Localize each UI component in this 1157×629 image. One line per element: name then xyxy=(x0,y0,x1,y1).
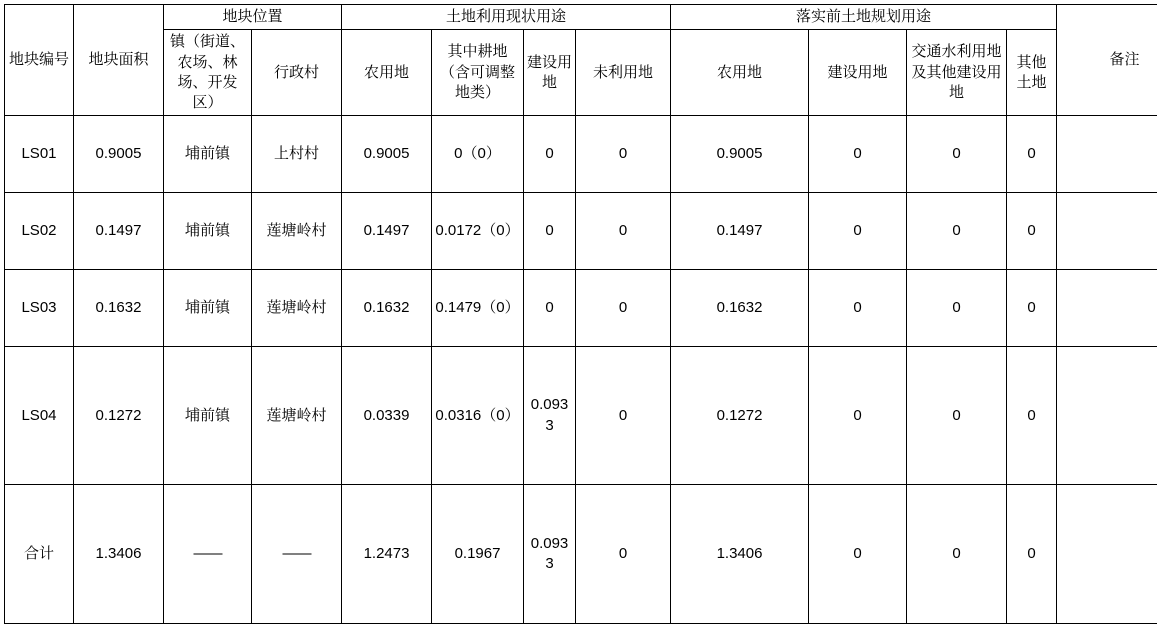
cell-plan-construction: 0 xyxy=(809,193,907,270)
cell-plan-transport-water: 0 xyxy=(907,116,1007,193)
table-body xyxy=(5,116,1157,624)
cell-plan-agri: 0.1272 xyxy=(671,346,809,485)
cell-agri-land: 0.1632 xyxy=(342,270,432,347)
cell-plan-transport-water: 0 xyxy=(907,193,1007,270)
header-unused: 未利用地 xyxy=(576,30,671,116)
cell-construction: 0 xyxy=(524,193,576,270)
cell-plan-other: 0 xyxy=(1007,116,1057,193)
cell-cultivated: 0（0） xyxy=(432,116,524,193)
land-plot-table xyxy=(4,4,1157,624)
cell-total-village: —— xyxy=(252,485,342,624)
cell-town: 埔前镇 xyxy=(164,116,252,193)
table-row xyxy=(5,270,1157,347)
header-plan-other: 其他土地 xyxy=(1007,30,1057,116)
header-plan-construction: 建设用地 xyxy=(809,30,907,116)
cell-total-plan-other: 0 xyxy=(1007,485,1057,624)
cell-cultivated: 0.0172（0） xyxy=(432,193,524,270)
cell-village: 莲塘岭村 xyxy=(252,193,342,270)
cell-plot-no: LS03 xyxy=(5,270,74,347)
cell-construction: 0 xyxy=(524,116,576,193)
cell-village: 上村村 xyxy=(252,116,342,193)
cell-unused: 0 xyxy=(576,193,671,270)
cell-total-unused: 0 xyxy=(576,485,671,624)
header-town: 镇（街道、农场、林场、开发区） xyxy=(164,30,252,116)
cell-remark xyxy=(1057,193,1157,270)
cell-plot-no: LS01 xyxy=(5,116,74,193)
header-cultivated: 其中耕地（含可调整地类） xyxy=(432,30,524,116)
cell-agri-land: 0.1497 xyxy=(342,193,432,270)
table-row xyxy=(5,116,1157,193)
cell-plan-agri: 0.1497 xyxy=(671,193,809,270)
cell-total-town: —— xyxy=(164,485,252,624)
header-plot-no: 地块编号 xyxy=(5,5,74,116)
cell-total-plan-construction: 0 xyxy=(809,485,907,624)
cell-unused: 0 xyxy=(576,116,671,193)
cell-plot-area: 0.1632 xyxy=(74,270,164,347)
cell-plan-construction: 0 xyxy=(809,116,907,193)
header-row-2 xyxy=(5,30,1157,116)
cell-total-plot-area: 1.3406 xyxy=(74,485,164,624)
cell-plan-agri: 0.1632 xyxy=(671,270,809,347)
table-row xyxy=(5,193,1157,270)
cell-unused: 0 xyxy=(576,270,671,347)
cell-remark xyxy=(1057,270,1157,347)
cell-plot-area: 0.1497 xyxy=(74,193,164,270)
cell-plan-construction: 0 xyxy=(809,346,907,485)
cell-plan-transport-water: 0 xyxy=(907,270,1007,347)
cell-plan-agri: 0.9005 xyxy=(671,116,809,193)
table-row xyxy=(5,346,1157,485)
cell-construction: 0.0933 xyxy=(524,346,576,485)
header-row-1 xyxy=(5,5,1157,30)
cell-plot-area: 0.9005 xyxy=(74,116,164,193)
cell-total-cultivated: 0.1967 xyxy=(432,485,524,624)
cell-plan-transport-water: 0 xyxy=(907,346,1007,485)
table-total-row xyxy=(5,485,1157,624)
header-construction: 建设用地 xyxy=(524,30,576,116)
header-remark: 备注 xyxy=(1057,5,1157,116)
cell-town: 埔前镇 xyxy=(164,346,252,485)
cell-total-plan-transport-water: 0 xyxy=(907,485,1007,624)
cell-village: 莲塘岭村 xyxy=(252,270,342,347)
cell-cultivated: 0.1479（0） xyxy=(432,270,524,347)
header-plot-location: 地块位置 xyxy=(164,5,342,30)
cell-agri-land: 0.0339 xyxy=(342,346,432,485)
header-pre-plan-use: 落实前土地规划用途 xyxy=(671,5,1057,30)
table-header xyxy=(5,5,1157,116)
cell-remark xyxy=(1057,116,1157,193)
cell-plot-no: LS02 xyxy=(5,193,74,270)
cell-total-plan-agri: 1.3406 xyxy=(671,485,809,624)
cell-plan-other: 0 xyxy=(1007,270,1057,347)
cell-plan-other: 0 xyxy=(1007,346,1057,485)
cell-construction: 0 xyxy=(524,270,576,347)
cell-town: 埔前镇 xyxy=(164,193,252,270)
header-plot-area: 地块面积 xyxy=(74,5,164,116)
cell-remark xyxy=(1057,346,1157,485)
header-village: 行政村 xyxy=(252,30,342,116)
cell-village: 莲塘岭村 xyxy=(252,346,342,485)
header-agri-land: 农用地 xyxy=(342,30,432,116)
cell-total-construction: 0.0933 xyxy=(524,485,576,624)
cell-total-label: 合计 xyxy=(5,485,74,624)
header-plan-transport-water: 交通水利用地及其他建设用地 xyxy=(907,30,1007,116)
cell-plan-construction: 0 xyxy=(809,270,907,347)
cell-plot-no: LS04 xyxy=(5,346,74,485)
cell-unused: 0 xyxy=(576,346,671,485)
cell-total-remark xyxy=(1057,485,1157,624)
cell-total-agri-land: 1.2473 xyxy=(342,485,432,624)
cell-plan-other: 0 xyxy=(1007,193,1057,270)
header-plan-agri: 农用地 xyxy=(671,30,809,116)
cell-plot-area: 0.1272 xyxy=(74,346,164,485)
cell-cultivated: 0.0316（0） xyxy=(432,346,524,485)
cell-town: 埔前镇 xyxy=(164,270,252,347)
header-current-use: 土地利用现状用途 xyxy=(342,5,671,30)
cell-agri-land: 0.9005 xyxy=(342,116,432,193)
